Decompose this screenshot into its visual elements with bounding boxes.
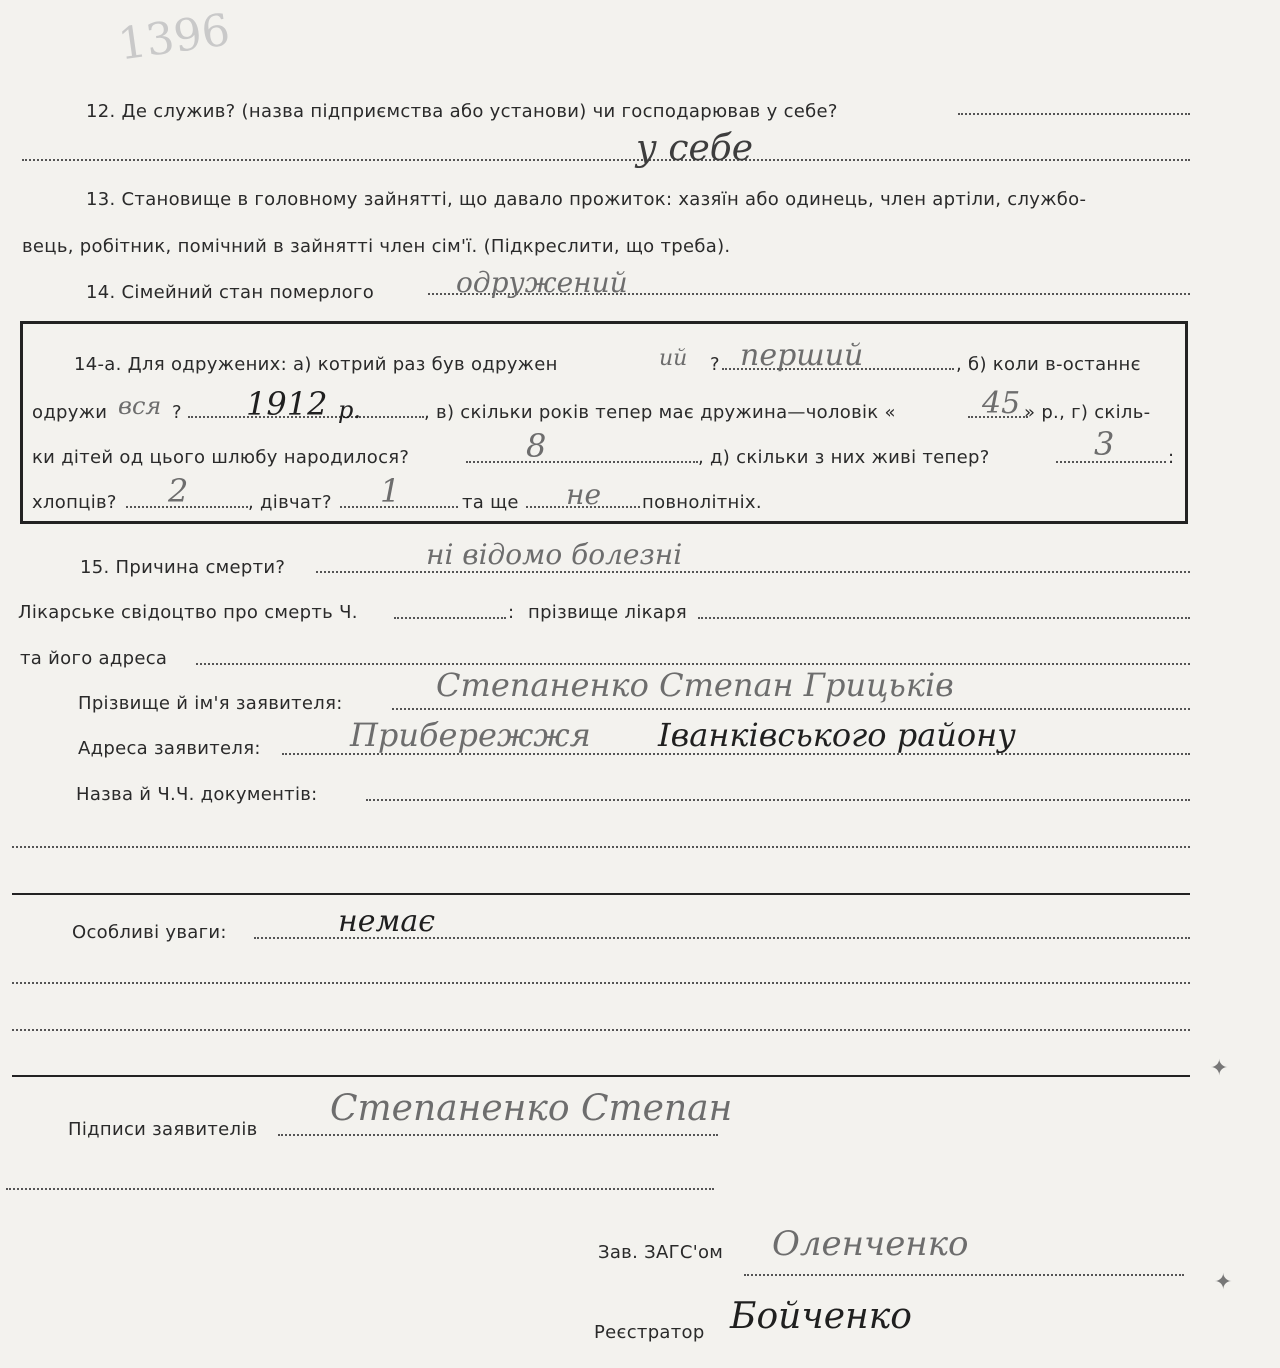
medical-cert-colon: : [508,602,515,623]
q14a-boys-count: 2 [168,472,189,510]
q14a-line1-b: , б) коли в-останнє [956,354,1141,375]
q14a-minors-answer: не [566,478,602,511]
q14a-line2-label: одружи [32,402,108,423]
q12-answer-line [22,159,1190,161]
doctor-name-line [698,617,1190,619]
q14a-line1-suffix: ий [659,346,688,371]
q14a-line3-colon: : [1168,447,1175,468]
q14a-children-alive: 3 [1094,425,1115,463]
q14a-line4-boys-label: хлопців? [32,492,117,513]
applicant-name-answer: Степаненко Степан Грицьків [436,666,954,704]
q14a-line2-b: , в) скільки років тепер має дружина—чоловік « [424,402,896,423]
pencil-number: 1396 [114,4,233,71]
special-notes-label: Особливі уваги: [72,922,227,943]
applicant-address-label: Адреса заявителя: [78,738,261,759]
q14-label: 14. Сімейний стан померлого [86,282,375,303]
q12-label: 12. Де служив? (назва підприємства або установи) чи господарював у себе? [86,101,838,122]
q14a-line2-c: » р., г) скіль- [1024,402,1151,423]
q14a-line3-label: ки дітей од цього шлюбу народилося? [32,447,410,468]
q12-answer: у себе [636,128,754,169]
applicant-name-line [392,708,1190,710]
section-rule-2 [12,1075,1190,1077]
binding-hole-icon-2: ✦ [1214,1270,1233,1295]
applicant-signatures-line [278,1134,718,1136]
medical-cert-label: Лікарське свідоцтво про смерть Ч. [18,602,358,623]
zags-head-label: Зав. ЗАГС'ом [598,1242,724,1263]
special-notes-line-3 [12,1029,1190,1031]
q14a-spouse-age: 45 [982,386,1021,421]
documents-line-2 [12,846,1190,848]
special-notes-line-2 [12,982,1190,984]
q13-line2: вець, робітник, помічний в зайнятті член сім'ї. (Підкреслити, що треба). [22,236,731,257]
applicant-signatures-line-2 [6,1188,714,1190]
q15-answer-line [316,571,1190,573]
q14a-marriage-count: перший [740,338,864,373]
q13-line1: 13. Становище в головному зайнятті, що давало прожиток: хазяїн або одинець, член артіли, службо- [86,189,1087,210]
medical-cert-dots [394,617,506,619]
registrar-label: Реєстратор [594,1322,705,1343]
q14a-line4-end: повнолітніх. [642,492,762,513]
zags-head-line [744,1274,1184,1276]
q12-line-end [958,113,1190,115]
documents-label: Назва й Ч.Ч. документів: [76,784,318,805]
q14a-girls-count: 1 [380,472,401,510]
doctor-address-line [196,663,1190,665]
applicant-address-answer-2: Іванківського району [658,716,1016,754]
binding-hole-icon-1: ✦ [1210,1056,1229,1081]
registrar-signature: Бойченко [730,1296,912,1337]
q14a-line4-girls-label: , дівчат? [248,492,332,513]
doctor-name-label: прізвище лікаря [528,602,687,623]
q14a-line3-b: , д) скільки з них живі тепер? [698,447,990,468]
q14a-line4-extra-label: та ще [462,492,519,513]
q14-answer: одружений [456,266,628,299]
q15-label: 15. Причина смерти? [80,557,286,578]
q14a-line1-label: 14-а. Для одружених: а) котрий раз був одружен [74,354,558,375]
special-notes-answer: немає [338,904,436,939]
q14a-line3-dots [466,461,698,463]
q14a-line2-question: ? [172,402,182,423]
applicant-signature: Степаненко Степан [330,1088,733,1129]
q14a-marriage-year: 1912 [246,385,328,423]
section-rule-1 [12,893,1190,895]
zags-head-signature: Оленченко [772,1224,969,1264]
q14a-children-born: 8 [526,427,547,465]
applicant-name-label: Прізвище й ім'я заявителя: [78,693,343,714]
applicant-signatures-label: Підписи заявителів [68,1119,258,1140]
q14a-year-suffix: р. [338,396,361,424]
applicant-address-answer: Прибережжя [350,716,591,754]
q14a-line2-suffix: вся [118,392,162,420]
doctor-address-label: та його адреса [20,648,168,669]
q15-answer: ні відомо болезні [426,538,683,571]
q14a-line1-question: ? [710,354,720,375]
documents-line-1 [366,799,1190,801]
